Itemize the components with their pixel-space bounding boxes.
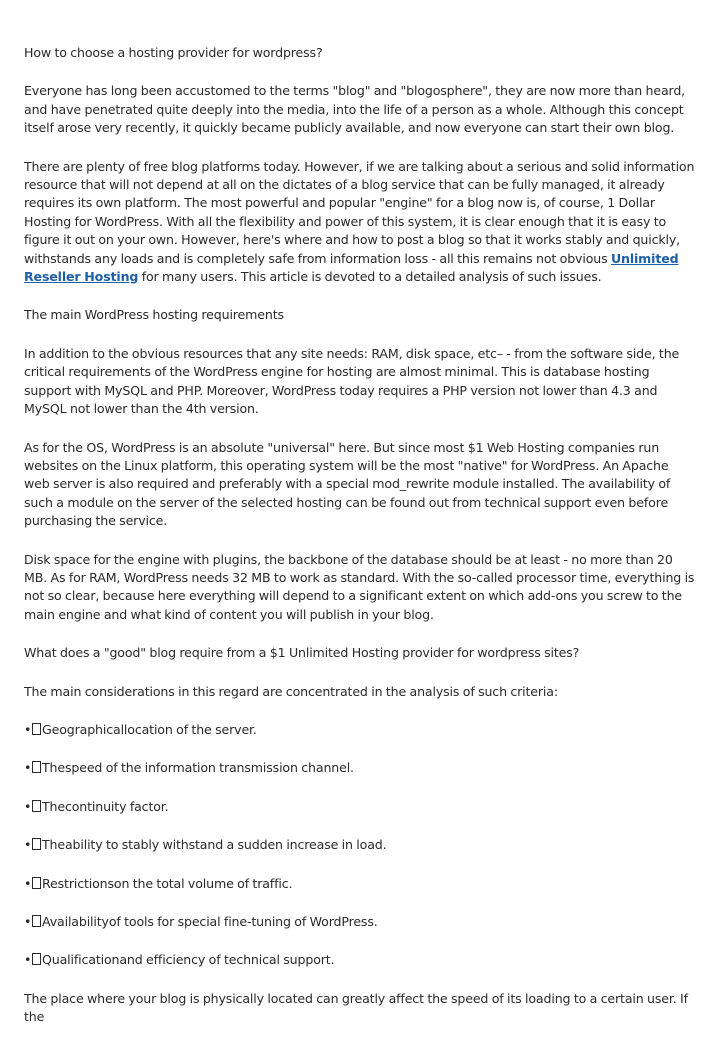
- list-item: • Thespeed of the information transmission channel.: [24, 759, 696, 777]
- missing-glyph-icon: [32, 838, 41, 850]
- list-item: • Qualificationand efficiency of technical support.: [24, 951, 696, 969]
- bullet-icon: •: [24, 721, 32, 737]
- list-item: • Theability to stably withstand a sudden increase in load.: [24, 836, 696, 854]
- criteria-intro: The main considerations in this regard are concentrated in the analysis of such criteria:: [24, 683, 558, 699]
- missing-glyph-icon: [32, 723, 41, 735]
- location-paragraph: The place where your blog is physically located can greatly affect the speed of its loading to a certain user. If the: [24, 990, 688, 1025]
- platform-paragraph-text: There are plenty of free blog platforms today. However, if we are talking about a serious and solid information resource that will not depend at all on the dictates of a blog service that can be fully managed, it already requires its own platform. The most powerful and popular "engine" for a blog now is, of course, 1 Dollar Hosting for WordPress. With all the flexibility and power of this system, it is clear enough that it is easy to figure it out on your own. However, here's where and how to post a blog so that it works stably and quickly, withstands any loads and is completely safe from information loss - all this remains not obvious: [24, 158, 695, 266]
- platform-paragraph: [24, 158, 696, 287]
- unlimited-reseller-hosting-link[interactable]: Unlimited Reseller Hosting: [24, 250, 679, 285]
- list-item: • Thecontinuity factor.: [24, 798, 696, 816]
- missing-glyph-icon: [32, 915, 41, 927]
- disk-space-paragraph: Disk space for the engine with plugins, the backbone of the database should be at least - no more than 20 MB. As for RAM, WordPress needs 32 MB to work as standard. With the so-called processor time, everything is not so clear, because here everything will depend to a significant extent on which add-ons you screw to the main engine and what kind of content you will publish in your blog.: [24, 551, 695, 622]
- list-item: • Restrictionson the total volume of traffic.: [24, 875, 696, 893]
- requirements-paragraph: In addition to the obvious resources that any site needs: RAM, disk space, etc– - from the software side, the critical requirements of the WordPress engine for hosting are almost minimal. This is database hosting support with MySQL and PHP. Moreover, WordPress today requires a PHP version not lower than 4.3 and MySQL not lower than the 4th version.: [24, 345, 680, 417]
- list-item: • Geographicallocation of the server.: [24, 721, 696, 739]
- missing-glyph-icon: [32, 953, 41, 965]
- missing-glyph-icon: [32, 761, 41, 773]
- bullet-icon: •: [24, 952, 32, 968]
- missing-glyph-icon: [32, 800, 41, 812]
- bullet-icon: •: [24, 760, 32, 776]
- good-blog-heading: What does a "good" blog require from a $1 Unlimited Hosting provider for wordpress sites?: [24, 645, 580, 661]
- bullet-icon: •: [24, 837, 32, 853]
- article-title: How to choose a hosting provider for wordpress?: [24, 45, 323, 60]
- bullet-icon: •: [24, 875, 32, 891]
- missing-glyph-icon: [32, 877, 41, 889]
- list-item: • Availabilityof tools for special fine-tuning of WordPress.: [24, 913, 696, 931]
- bullet-icon: •: [24, 798, 32, 814]
- os-paragraph: As for the OS, WordPress is an absolute "universal" here. But since most $1 Web Hosting companies run websites on the Linux platform, this operating system will be the most "native" for WordPress. An Apache web server is also required and preferably with a special mod_rewrite module installed. The availability of such a module on the server of the selected hosting can be found out from technical support even before purchasing the service.: [24, 439, 671, 529]
- platform-paragraph-tail: for many users. This article is devoted to a detailed analysis of such issues.: [138, 269, 602, 285]
- bullet-icon: •: [24, 914, 32, 929]
- intro-paragraph: Everyone has long been accustomed to the terms "blog" and "blogosphere", they are now more than heard, and have penetrated quite deeply into the media, into the life of a person as a whole. Although this concept itself arose very recently, it quickly became publicly available, and now everyone can start their own blog.: [24, 83, 686, 136]
- article: [24, 44, 696, 1047]
- criteria-list: [24, 721, 696, 970]
- requirements-heading: The main WordPress hosting requirements: [24, 307, 284, 323]
